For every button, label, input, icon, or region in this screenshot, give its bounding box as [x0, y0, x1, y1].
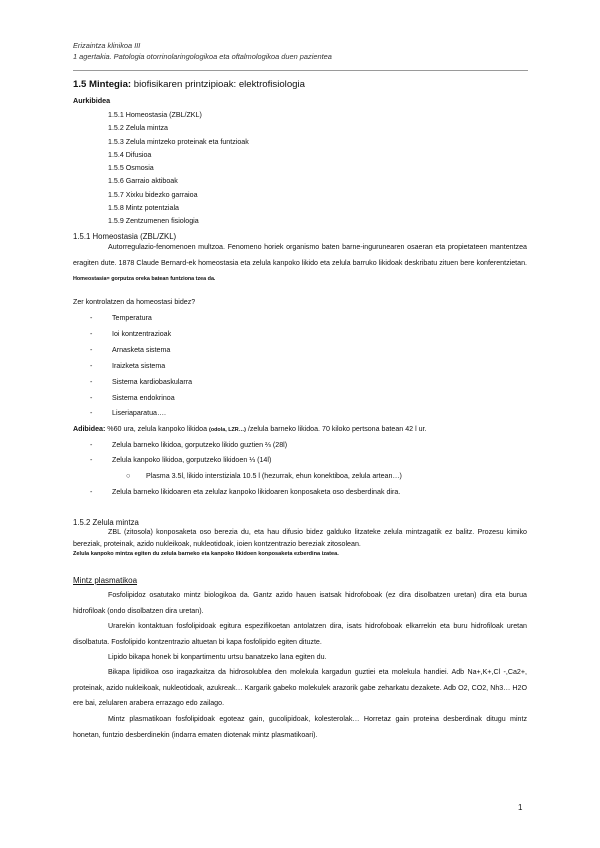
- document-page: Erizaintza klinikoa III 1 agertakia. Patologia otorrinolaringologikoa eta oftalmologikoa duen pazientea 1.5 Mintegia: biofisikaren printzipioak: elektrofisiologia Aurkibidea 1.5.1 Homeostasia (ZBL/ZKL) 1.5.2 Zelula mintza 1.5.3 Zelula mintzeko proteinak eta funtzioak 1.5.4 Difusioa 1.5.5 Osmosia 1.5.6 Garraio aktiboak 1.5.7 Xixku bidezko garraioa 1.5.8 Mintz potentziala 1.5.9 Zentzumenen fisiologia 1.5.1 Homeostasia (ZBL/ZKL) Autorregulazio-fenomenoen multzoa. Fenomeno horiek organismo baten barne-ingurunearen osaeran eta propietateen mantentzea eragiten dute. 1878 Claude Bernard-ek homeostasia eta zelula kanpoko likido eta zelula barruko likidoak deskribatu zituen bere konferentzietan. Homeostasia= gorputza oreka batean funtziona tzea da. Zer kontrolatzen da homeostasi bidez? - Temperatura - Ioi kontzentrazioak - Arnasketa sistema - Iraizketa sistema - Sistema kardiobaskularra - Sistema endokrinoa - Liseriaparatua…. Adibidea: %60 ura, zelula kanpoko likidoa (odola, LZR…) /zelula barneko likidoa. 70 kiloko pertsona batean 42 l ur. - Zelula barneko likidoa, gorputzeko likido guztien ⅔ (28l) - Zelula kanpoko likidoa, gorputzeko likidoen ⅓ (14l) ○ Plasma 3.5l, likido interstiziala 10.5 l (hezurrak, ehun konektiboa, zelula artean…) - Zelula barneko likidoaren eta zelulaz kanpoko likidoaren konposaketa oso desberdinak dira. 1.5.2 Zelula mintza ZBL (zitosola) konposaketa oso berezia du, eta hau difusio bidez galduko litzateke zelula mintzagatik ez balitz. Prozesu kimiko bereziak, proteinak, azido nukleikoak, nukleotidoak, ioien kontzentrazio bereziak zitosolean. Zelula kanpoko mintza egiten du zelula barneko eta kanpoko likidoen konposaketa ezberdina izatea. Mintz plasmatikoa Fosfolipidoz osatutako mintz biologikoa da. Gantz azido hauen isatsak hidrofoboak (ez dira disolbatzen uretan) dira eta burua hidrofiloak (ondo disolbatzen dira uretan). Urarekin kontaktuan fosfolipidoak egitura espezifikoetan antolatzen dira, isats hidrofoboak elkarrekin eta buru hidrofiloak uretan disolbatuta. Fosfolipido kontzentrazio altuetan bi kapa fosfolipido egiten dituzte. Lipido bikapa honek bi konpartimentu urtsu banatzeko lana egiten du. Bikapa lipidikoa oso iragazkaitza da hidrosolublea den molekula kargadun guztiei eta molekula handiei. Adb Na+,K+,Cl -,Ca2+, proteinak, azido nukleikoak, nukleotidoak, azukreak… Kargarik gabeko molekulek arazorik gabe zeharkatu dezakete. Adb O2, CO2, Nh3… H2O ere bai, zelularen arabera errazago edo zailago. Mintz plasmatikoan fosfolipidoak egoteaz gain, gucolipidoak, kolesterolak… Horretaz gain proteina desberdinak ditugu mintz honetan, funtzio desberdinekin (indarra ematen diotenak mintz plasmatikoari). 1: [73, 41, 527, 812]
- toc-item[interactable]: 1.5.8 Mintz potentziala: [108, 204, 179, 213]
- page-number: 1: [518, 803, 523, 812]
- section-heading-zelula-mintza: 1.5.2 Zelula mintza: [73, 518, 139, 527]
- section-heading-homeostasia: 1.5.1 Homeostasia (ZBL/ZKL): [73, 232, 177, 241]
- header-unit-title: 1 agertakia. Patologia otorrinolaringologikoa eta oftalmologikoa duen pazientea: [73, 52, 332, 61]
- toc-item[interactable]: 1.5.5 Osmosia: [108, 164, 154, 173]
- zelula-mintza-note: Zelula kanpoko mintza egiten du zelula barneko eta kanpoko likidoen konposaketa ezberdina izatea.: [73, 551, 339, 557]
- header-divider: [73, 70, 528, 71]
- adibidea-line: Adibidea: %60 ura, zelula kanpoko likidoa (odola, LZR…) /zelula barneko likidoa. 70 kiloko pertsona batean 42 l ur.: [73, 425, 427, 433]
- homeostasia-paragraph: Autorregulazio-fenomenoen multzoa. Fenomeno horiek organismo baten barne-ingurunearen osaeran eta propietateen mantentzea eragiten dute. 1878 Claude Bernard-ek homeostasia eta zelula kanpoko likido eta zelula barruko likidoak deskribatu zituen bere konferentzietan. Homeostasia= gorputza oreka batean funtziona tzea da.: [73, 243, 527, 282]
- toc-item[interactable]: 1.5.1 Homeostasia (ZBL/ZKL): [108, 111, 202, 119]
- mintz-paragraph: Mintz plasmatikoan fosfolipidoak egoteaz gain, gucolipidoak, kolesterolak… Horretaz gain proteina desberdinak ditugu mintz honetan, funtzio desberdinekin (indarra ematen diotenak mintz plasmatikoari).: [73, 715, 527, 739]
- header-course-title: Erizaintza klinikoa III: [73, 41, 141, 50]
- homeostasia-question: Zer kontrolatzen da homeostasi bidez?: [73, 298, 196, 306]
- page-title: 1.5 Mintegia: biofisikaren printzipioak: elektrofisiologia: [73, 79, 305, 90]
- toc-item[interactable]: 1.5.4 Difusioa: [108, 150, 152, 159]
- mintz-paragraph: Fosfolipidoz osatutako mintz biologikoa da. Gantz azido hauen isatsak hidrofoboak (ez dira disolbatzen uretan) dira eta burua hidrofiloak (ondo disolbatzen dira uretan).: [73, 591, 527, 615]
- toc-item[interactable]: 1.5.6 Garraio aktiboak: [108, 177, 178, 186]
- table-of-contents: [108, 109, 249, 229]
- homeostasia-definition: Homeostasia= gorputza oreka batean funtziona tzea da.: [73, 276, 216, 282]
- toc-item[interactable]: 1.5.9 Zentzumenen fisiologia: [108, 217, 199, 226]
- toc-item[interactable]: 1.5.3 Zelula mintzeko proteinak eta funtzioak: [108, 137, 249, 146]
- toc-label: Aurkibidea: [73, 96, 111, 105]
- mintz-paragraph: Lipido bikapa honek bi konpartimentu urtsu banatzeko lana egiten du.: [108, 653, 327, 661]
- toc-item[interactable]: 1.5.7 Xixku bidezko garraioa: [108, 190, 198, 199]
- section-heading-mintz-plasmatikoa: Mintz plasmatikoa: [73, 576, 138, 585]
- mintz-paragraph: Bikapa lipidikoa oso iragazkaitza da hidrosolublea den molekula kargadun guztiei eta molekula handiei. Adb Na+,K+,Cl -,Ca2+, proteinak, azido nukleikoak, nukleotidoak, azukreak… Kargarik gabeko molekulek arazorik gabe zeharkatu dezakete. Adb O2, CO2, Nh3… H2O ere bai, zelularen arabera errazago edo zailago.: [73, 668, 527, 707]
- zelula-mintza-paragraph: ZBL (zitosola) konposaketa oso berezia du, eta hau difusio bidez galduko litzateke zelula mintzagatik ez balitz. Prozesu kimiko bereziak, proteinak, azido nukleikoak, nukleotidoak, ioien kontzentrazio bereziak zitosolean.: [73, 528, 527, 548]
- toc-item[interactable]: 1.5.2 Zelula mintza: [108, 124, 168, 133]
- mintz-paragraph: Urarekin kontaktuan fosfolipidoak egitura espezifikoetan antolatzen dira, isats hidrofoboak elkarrekin eta buru hidrofiloak uretan disolbatuta. Fosfolipido kontzentrazio altuetan bi kapa fosfolipido egiten dituzte.: [73, 622, 527, 646]
